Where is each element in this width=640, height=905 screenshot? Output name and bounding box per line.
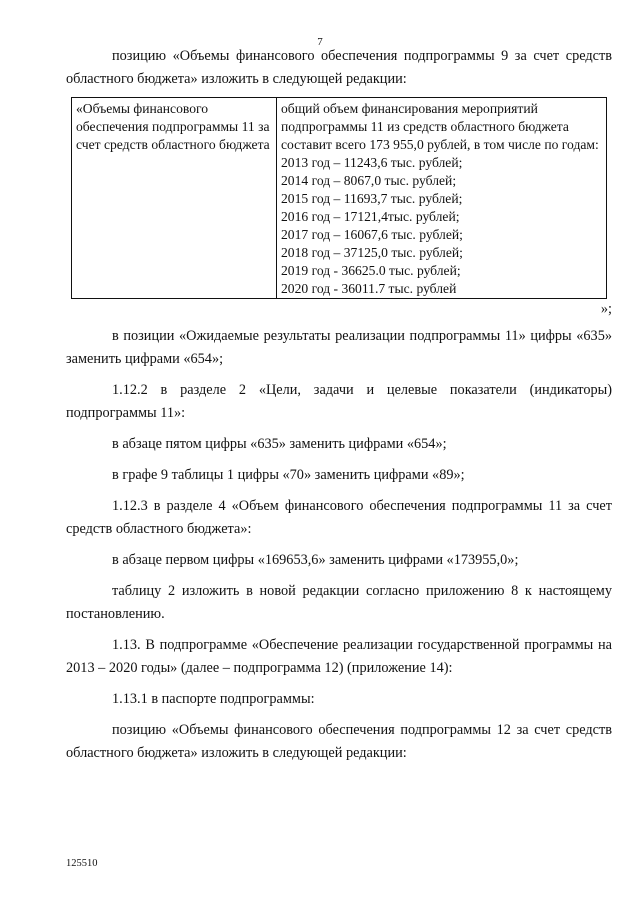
document-code: 125510 [66, 858, 98, 869]
year-line: 2019 год - 36625.0 тыс. рублей; [281, 263, 461, 278]
paragraph: 1.13.1 в паспорте подпрограммы: [112, 691, 315, 707]
paragraph: в графе 9 таблицы 1 цифры «70» заменить цифрами «89»; [112, 467, 465, 483]
year-line: 2018 год – 37125,0 тыс. рублей; [281, 245, 463, 260]
paragraph: 1.12.2 в разделе 2 «Цели, задачи и целевые показатели (индикаторы) подпрограммы 11»: [66, 382, 612, 421]
paragraph: позицию «Объемы финансового обеспечения подпрограммы 12 за счет средств областного бюджета» изложить в следующей редакции: [66, 722, 612, 761]
table-cell-label: «Объемы финансового обеспечения подпрограммы 11 за счет средств областного бюджета [72, 98, 277, 299]
paragraph: 1.13. В подпрограмме «Обеспечение реализации государственной программы на 2013 – 2020 годы» (далее – подпрограмма 12) (приложение 14): [66, 637, 612, 676]
year-line: 2017 год – 16067,6 тыс. рублей; [281, 227, 463, 242]
table-cell-value [277, 98, 607, 299]
funding-table [71, 97, 607, 299]
paragraph: 1.12.3 в разделе 4 «Объем финансового обеспечения подпрограммы 11 за счет средств областного бюджета»: [66, 498, 612, 537]
paragraph: таблицу 2 изложить в новой редакции согласно приложению 8 к настоящему постановлению. [66, 583, 612, 622]
table-row [72, 98, 607, 299]
year-line: 2014 год – 8067,0 тыс. рублей; [281, 173, 457, 188]
paragraph: позицию «Объемы финансового обеспечения подпрограммы 9 за счет средств областного бюджета» изложить в следующей редакции: [66, 48, 612, 87]
page-number: 7 [317, 36, 323, 48]
paragraph: в абзаце первом цифры «169653,6» заменить цифрами «173955,0»; [112, 552, 519, 568]
year-line: 2016 год – 17121,4тыс. рублей; [281, 209, 460, 224]
year-line: 2015 год – 11693,7 тыс. рублей; [281, 191, 463, 206]
funding-intro: общий объем финансирования мероприятий подпрограммы 11 из средств областного бюджета составит всего 173 955,0 рублей, в том числе по годам: [281, 101, 599, 152]
paragraph: в позиции «Ожидаемые результаты реализации подпрограммы 11» цифры «635» заменить цифрами «654»; [66, 328, 612, 367]
paragraph: в абзаце пятом цифры «635» заменить цифрами «654»; [112, 436, 447, 452]
year-line: 2020 год - 36011.7 тыс. рублей [281, 281, 457, 296]
closing-quote: »; [600, 301, 612, 317]
document-body [66, 45, 612, 773]
year-line: 2013 год – 11243,6 тыс. рублей; [281, 155, 463, 170]
